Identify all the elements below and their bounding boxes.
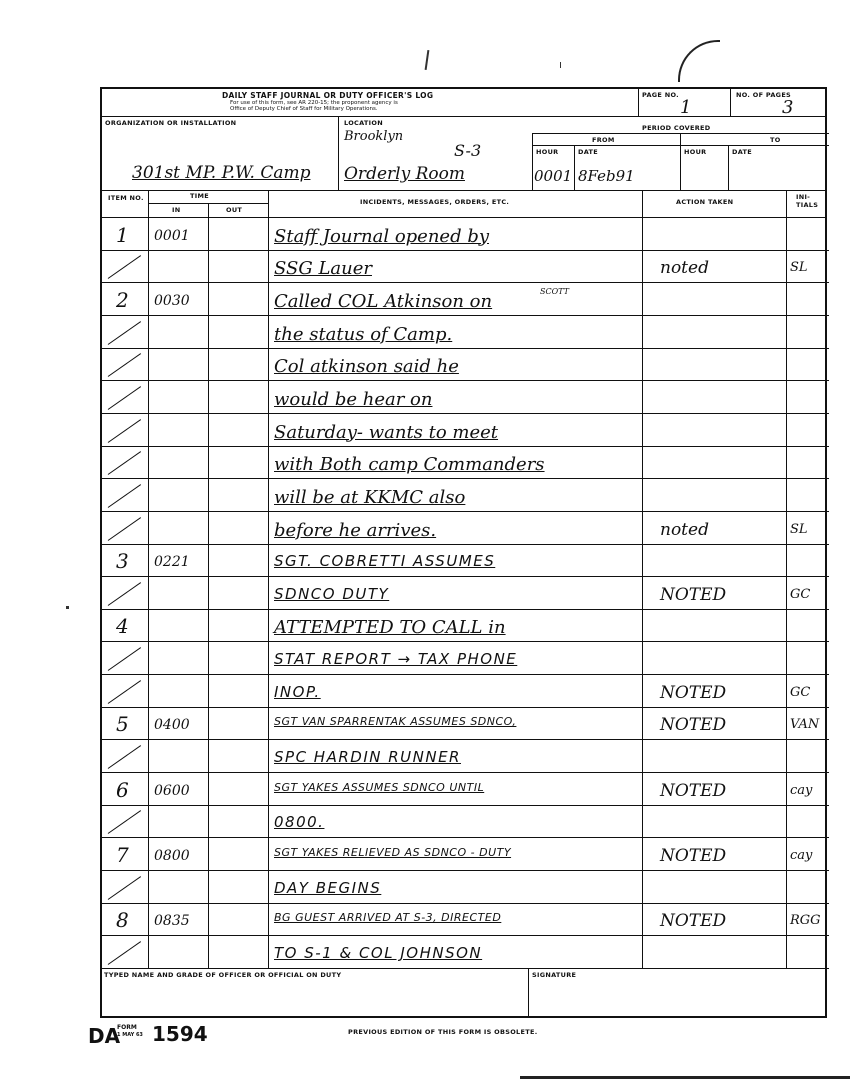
signature-label: SIGNATURE xyxy=(532,971,577,979)
location-value-2: S-3 xyxy=(454,141,482,160)
table-row xyxy=(102,315,829,348)
org-label: ORGANIZATION OR INSTALLATION xyxy=(105,119,237,127)
continuation-slash xyxy=(108,386,141,410)
table-row xyxy=(102,739,829,772)
item-no-label: ITEM NO. xyxy=(108,194,144,202)
period-label: PERIOD COVERED xyxy=(642,124,711,132)
initials: GC xyxy=(790,586,811,602)
form-subtitle-2: Office of Deputy Chief of Staff for Military Operations. xyxy=(230,106,378,112)
table-row xyxy=(102,837,829,870)
entry-text: Staff Journal opened by xyxy=(274,225,490,247)
continuation-slash xyxy=(108,321,141,345)
entry-text: SGT VAN SPARRENTAK ASSUMES SDNCO, xyxy=(274,715,517,729)
entry-text: SGT. COBRETTI ASSUMES xyxy=(274,552,496,571)
from-label: FROM xyxy=(592,136,615,144)
no-of-pages-value: 3 xyxy=(782,97,794,118)
form-id-number: 1594 xyxy=(152,1022,208,1046)
entry-text: STAT REPORT → TAX PHONE xyxy=(274,650,518,669)
table-row xyxy=(102,380,829,413)
time-in: 0800 xyxy=(154,848,190,865)
continuation-slash xyxy=(108,451,141,475)
table-row xyxy=(102,413,829,446)
location-label: LOCATION xyxy=(344,119,383,127)
from-date-value: 8Feb91 xyxy=(578,167,635,185)
initials: cay xyxy=(790,848,813,864)
previous-edition-note: PREVIOUS EDITION OF THIS FORM IS OBSOLETE. xyxy=(348,1028,538,1036)
time-in: 0835 xyxy=(154,913,190,930)
time-in: 0221 xyxy=(154,554,190,571)
from-hour-label: HOUR xyxy=(536,148,559,156)
continuation-slash xyxy=(108,353,141,377)
table-row xyxy=(102,282,829,315)
continuation-slash xyxy=(108,647,141,671)
action-taken: NOTED xyxy=(660,911,727,932)
continuation-slash xyxy=(108,256,141,280)
page-no-value: 1 xyxy=(680,97,692,118)
table-row xyxy=(102,772,829,805)
entry-text: BG GUEST ARRIVED AT S-3, DIRECTED xyxy=(274,911,502,925)
continuation-slash xyxy=(108,680,141,704)
table-row xyxy=(102,576,829,609)
action-taken: noted xyxy=(660,258,709,279)
time-in: 0400 xyxy=(154,717,190,734)
table-row xyxy=(102,707,829,740)
item-number: 6 xyxy=(116,777,129,802)
from-hour-value: 0001 xyxy=(534,167,573,185)
continuation-slash xyxy=(108,419,141,443)
table-row xyxy=(102,544,829,577)
form-id-form: FORM xyxy=(117,1024,137,1031)
form-title: DAILY STAFF JOURNAL OR DUTY OFFICER'S LOG xyxy=(222,91,434,100)
entry-text: INOP. xyxy=(274,682,321,701)
item-number: 5 xyxy=(116,712,129,737)
table-row xyxy=(102,511,829,544)
to-label: TO xyxy=(770,136,781,144)
initials: SL xyxy=(790,260,808,276)
table-row xyxy=(102,870,829,903)
entry-text: would be hear on xyxy=(274,388,433,410)
to-date-label: DATE xyxy=(732,148,752,156)
entry-text: SGT YAKES ASSUMES SDNCO UNTIL xyxy=(274,780,485,794)
entry-text: SDNCO DUTY xyxy=(274,584,390,603)
continuation-slash xyxy=(108,484,141,508)
table-row xyxy=(102,935,829,968)
continuation-slash xyxy=(108,517,141,541)
item-number: 8 xyxy=(116,908,129,933)
time-in: 0600 xyxy=(154,782,190,799)
initials: cay xyxy=(790,782,813,798)
action-label: ACTION TAKEN xyxy=(676,198,734,206)
entry-text: Called COL Atkinson on xyxy=(274,290,493,312)
time-in-label: IN xyxy=(172,206,181,214)
entry-text: DAY BEGINS xyxy=(274,878,382,897)
form-id-date: 1 MAY 63 xyxy=(117,1032,143,1038)
location-value-1: Brooklyn xyxy=(344,129,404,144)
form-subtitle-1: For use of this form, see AR 220-15; the proponent agency is xyxy=(230,100,398,106)
continuation-slash xyxy=(108,941,141,965)
initials-label: INI-TIALS xyxy=(796,193,819,209)
table-row xyxy=(102,217,829,250)
scan-mark xyxy=(678,40,720,82)
table-row xyxy=(102,903,829,936)
action-taken: noted xyxy=(660,519,709,540)
table-row xyxy=(102,478,829,511)
scan-mark xyxy=(425,50,430,70)
scan-mark xyxy=(520,1076,850,1079)
continuation-slash xyxy=(108,582,141,606)
table-row xyxy=(102,250,829,283)
annotation-scott: SCOTT xyxy=(540,287,569,296)
item-number: 4 xyxy=(116,614,129,639)
table-row xyxy=(102,674,829,707)
item-number: 7 xyxy=(116,843,129,868)
journal-rows xyxy=(102,217,829,968)
action-taken: NOTED xyxy=(660,715,727,736)
location-value-3: Orderly Room xyxy=(344,164,465,184)
action-taken: NOTED xyxy=(660,682,727,703)
initials: SL xyxy=(790,521,808,537)
continuation-slash xyxy=(108,876,141,900)
time-in: 0030 xyxy=(154,292,190,309)
from-date-label: DATE xyxy=(578,148,598,156)
incidents-label: INCIDENTS, MESSAGES, ORDERS, ETC. xyxy=(360,198,510,206)
org-value: 301st MP. P.W. Camp xyxy=(132,163,311,183)
table-row xyxy=(102,446,829,479)
entry-text: Saturday- wants to meet xyxy=(274,421,499,443)
continuation-slash xyxy=(108,811,141,835)
entry-text: the status of Camp. xyxy=(274,323,453,345)
entry-text: with Both camp Commanders xyxy=(274,454,545,476)
no-of-pages-label: NO. OF PAGES xyxy=(736,91,792,99)
action-taken: NOTED xyxy=(660,584,727,605)
entry-text: SSG Lauer xyxy=(274,258,372,280)
item-number: 2 xyxy=(116,287,129,312)
continuation-slash xyxy=(108,745,141,769)
to-hour-label: HOUR xyxy=(684,148,707,156)
entry-text: ATTEMPTED TO CALL in xyxy=(274,617,506,639)
scan-mark xyxy=(66,606,69,609)
form-id-prefix: DA xyxy=(88,1024,121,1048)
entry-text: Col atkinson said he xyxy=(274,356,459,378)
initials: GC xyxy=(790,684,811,700)
table-row xyxy=(102,642,829,675)
time-out-label: OUT xyxy=(226,206,243,214)
time-in: 0001 xyxy=(154,227,190,244)
table-row xyxy=(102,609,829,642)
action-taken: NOTED xyxy=(660,780,727,801)
initials: RGG xyxy=(790,913,821,929)
item-number: 3 xyxy=(116,549,129,574)
entry-text: will be at KKMC also xyxy=(274,486,466,508)
table-row xyxy=(102,348,829,381)
entry-text: TO S-1 & COL JOHNSON xyxy=(274,943,483,962)
table-row xyxy=(102,805,829,838)
item-number: 1 xyxy=(116,222,129,247)
initials: VAN xyxy=(790,717,820,733)
entry-text: 0800. xyxy=(274,813,325,832)
action-taken: NOTED xyxy=(660,846,727,867)
entry-text: SGT YAKES RELIEVED AS SDNCO - DUTY xyxy=(274,846,512,860)
entry-text: SPC HARDIN RUNNER xyxy=(274,748,461,767)
entry-text: before he arrives. xyxy=(274,519,437,541)
staff-journal-form xyxy=(100,87,827,1018)
typed-name-label: TYPED NAME AND GRADE OF OFFICER OR OFFICIAL ON DUTY xyxy=(104,971,342,979)
scan-mark xyxy=(560,62,561,68)
page-no-label: PAGE NO. xyxy=(642,91,679,99)
time-label: TIME xyxy=(190,192,209,200)
